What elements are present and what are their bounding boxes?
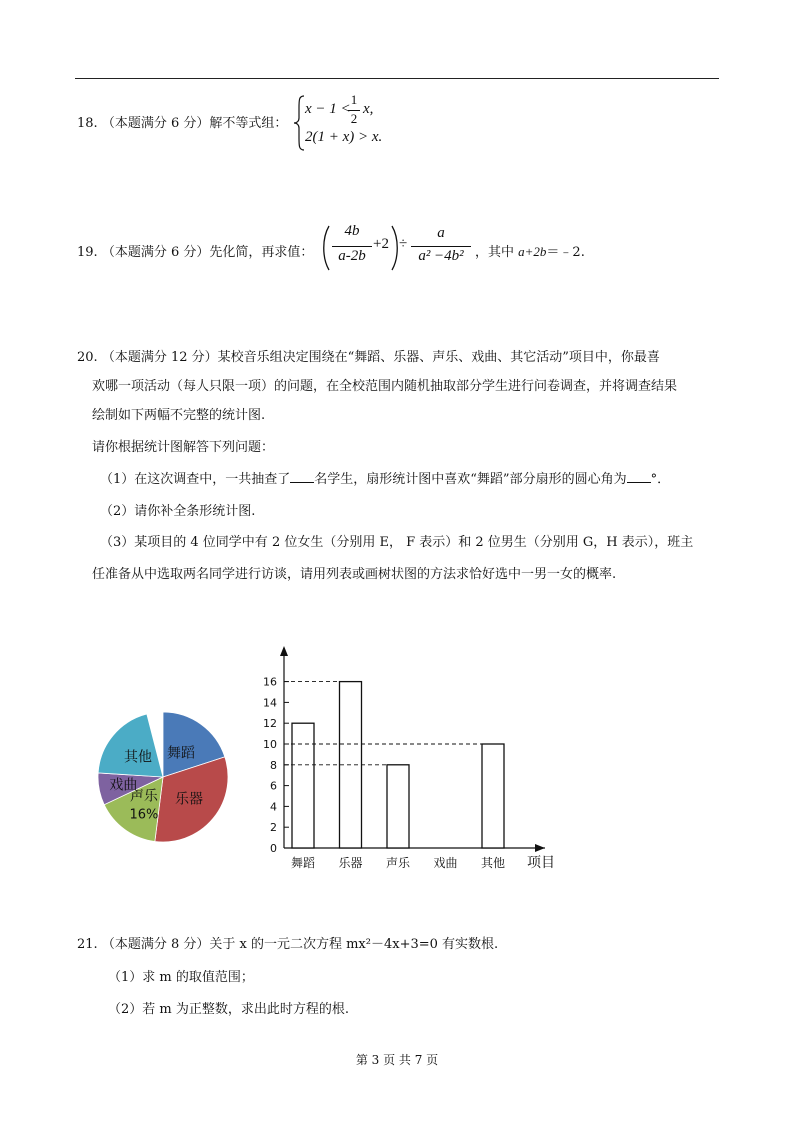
q20-prompt: 请你根据统计图解答下列问题： <box>92 440 275 455</box>
q18-score-tag: （本题满分 6 分） <box>101 116 210 131</box>
q20-part2: （2）请你补全条形统计图. <box>100 504 256 519</box>
q20-part1-c: °． <box>650 472 671 487</box>
q19-plus-two: +2 <box>373 236 389 252</box>
y-tick-label: 4 <box>270 800 277 814</box>
q19-frac1-num: 4b <box>344 223 360 239</box>
y-tick-label: 14 <box>263 696 277 710</box>
bar-4 <box>482 744 504 848</box>
q19-frac2-num: a <box>437 225 445 241</box>
q18-text: 解不等式组： <box>209 116 288 131</box>
bar-0 <box>292 723 314 848</box>
header-rule <box>75 78 719 79</box>
y-tick-label: 0 <box>270 842 277 855</box>
q20-part1-a: （1）在这次调查中，一共抽查了 <box>100 472 291 487</box>
y-tick-label: 2 <box>270 821 277 835</box>
q20-number: 20. <box>77 350 98 365</box>
y-tick-label: 6 <box>270 779 277 793</box>
y-tick-label: 12 <box>263 717 277 731</box>
q20-part3-line2: 任准备从中选取两名同学进行访谈，请用列表或画树状图的方法求恰好选中一男一女的概率. <box>92 567 617 582</box>
pie-chart <box>96 711 232 845</box>
y-axis-arrow <box>280 646 288 656</box>
pie-percent-label: 16% <box>129 807 159 823</box>
page-footer: 第 3 页 共 7 页 <box>355 1053 439 1067</box>
x-tick-label: 其他 <box>480 856 506 870</box>
q19-tail-suffix: ＝﹣2. <box>546 245 585 260</box>
pie-slice-4 <box>98 714 163 777</box>
x-tick-label: 舞蹈 <box>290 856 316 870</box>
q21-part1: （1）求 m 的取值范围； <box>108 970 254 985</box>
q20-part1-b: 名学生，扇形统计图中喜欢“舞蹈”部分扇形的圆心角为 <box>314 472 627 487</box>
q20-part3-line1: （3）某项目的 4 位同学中有 2 位女生（分别用 E， F 表示）和 2 位男生（分别用 G，H 表示），班主 <box>100 535 694 550</box>
q20-line1: 某校音乐组决定围绕在“舞蹈、乐器、声乐、戏曲、其它活动”项目中，你最喜 <box>217 350 660 365</box>
y-tick-label: 8 <box>270 758 277 772</box>
q20-line2: 欢哪一项活动（每人只限一项）的问题，在全校范围内随机抽取部分学生进行问卷调查，并将调查结果 <box>92 379 678 394</box>
q19-tail-math: a+2b <box>518 244 547 259</box>
q21-part2: （2）若 m 为正整数，求出此时方程的根. <box>108 1002 349 1017</box>
q18-frac-num: 1 <box>350 92 358 107</box>
q19-tail-prefix: ，其中 <box>475 245 519 260</box>
q18-line1-rhs: x, <box>363 101 374 117</box>
pie-label-4: 其他 <box>123 749 152 766</box>
q19-number: 19. <box>77 245 98 260</box>
q19-frac1-bar <box>332 246 372 247</box>
x-tick-label: 声乐 <box>385 856 411 870</box>
q21-text: 关于 x 的一元二次方程 mx²－4x+3=0 有实数根. <box>209 937 499 952</box>
q18-line2: 2(1 + x) > x. <box>305 129 383 145</box>
bar-2 <box>387 765 409 848</box>
q18-frac-den: 2 <box>350 111 358 126</box>
q18-line1-lhs: x − 1 < <box>305 101 351 117</box>
q21-score-tag: （本题满分 8 分） <box>101 937 210 952</box>
pie-label-0: 舞蹈 <box>166 745 195 762</box>
pie-label-1: 乐器 <box>175 791 204 808</box>
pie-label-3: 戏曲 <box>109 777 138 794</box>
q19-score-tag: （本题满分 6 分） <box>101 245 210 260</box>
q20-line3: 绘制如下两幅不完整的统计图. <box>92 408 266 423</box>
x-axis-arrow <box>535 844 545 852</box>
q19-text: 先化简，再求值： <box>209 245 314 260</box>
x-axis-label: 项目 <box>527 855 555 871</box>
answer-blank-angle[interactable] <box>627 470 651 483</box>
x-tick-label: 乐器 <box>338 856 363 870</box>
q18-number: 18. <box>77 116 98 131</box>
q19-frac1-den: a-2b <box>338 248 366 264</box>
q19-frac2-bar <box>411 246 471 247</box>
q19-divide-sign: ÷ <box>399 236 408 252</box>
q20-score-tag: （本题满分 12 分） <box>101 350 218 365</box>
answer-blank-count[interactable] <box>290 470 314 483</box>
bar-chart <box>255 640 575 880</box>
q19-frac2-den: a² −4b² <box>418 248 464 264</box>
y-tick-label: 10 <box>263 738 277 751</box>
y-tick-label: 16 <box>263 675 277 689</box>
pie-label-2: 声乐 <box>129 788 158 805</box>
q21-number: 21. <box>77 937 98 952</box>
x-tick-label: 戏曲 <box>433 856 458 870</box>
